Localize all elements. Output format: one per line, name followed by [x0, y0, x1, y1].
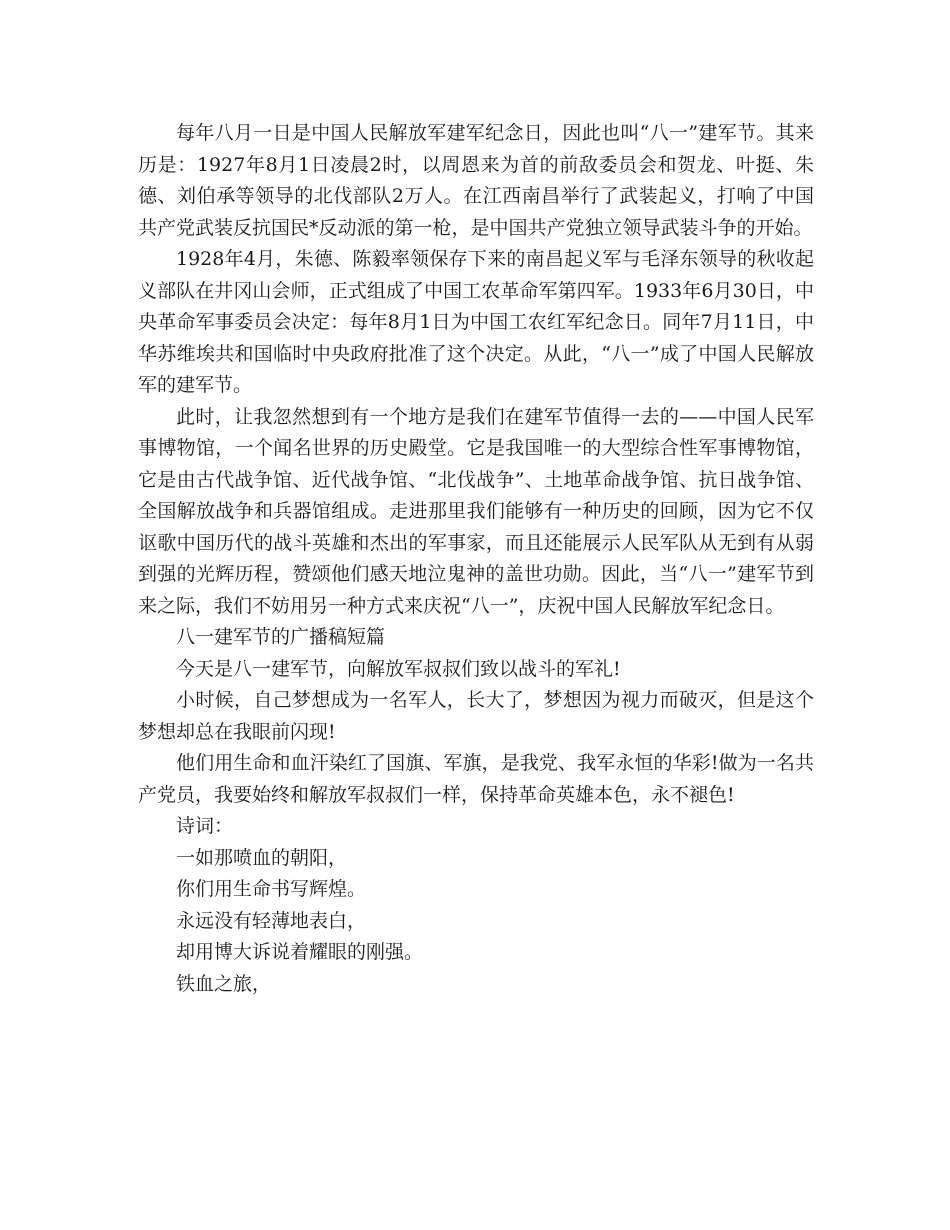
- poem-line: 铁血之旅，: [176, 972, 272, 995]
- poem-line: 一如那喷血的朝阳，: [176, 846, 348, 869]
- document-page: [138, 118, 814, 1000]
- section-subtitle: 八一建军节的广播稿短篇: [176, 626, 386, 648]
- paragraph-salute: 今天是八一建军节，向解放军叔叔们致以战斗的军礼!: [176, 657, 621, 680]
- paragraph-history: 1928年4月，朱德、陈毅率领保存下来的南昌起义军与毛泽东领导的秋收起义部队在井冈山会师，正式组成了中国工农革命军第四军。1933年6月30日，中央革命军事委员会决定：每年8月1日为中国工农红军纪念日。同年7月11日，中华苏维埃共和国临时中央政府批准了这个决定。从此，“八一”成了中国人民解放军的建军节。: [138, 248, 814, 396]
- poem-label: 诗词：: [176, 815, 234, 837]
- poem-line: 永远没有轻薄地表白，: [176, 909, 367, 932]
- paragraph-origin: 每年八月一日是中国人民解放军建军纪念日，因此也叫“八一”建军节。其来历是：1927年8月1日凌晨2时，以周恩来为首的前敌委员会和贺龙、叶挺、朱德、刘伯承等领导的北伐部队2万人。在江西南昌举行了武装起义，打响了中国共产党武装反抗国民*反动派的第一枪，是中国共产党独立领导武装斗争的开始。: [138, 122, 814, 239]
- poem-line: 你们用生命书写辉煌。: [176, 878, 367, 900]
- paragraph-dream: 小时候，自己梦想成为一名军人，长大了，梦想因为视力而破灭，但是这个梦想却总在我眼前闪现!: [138, 689, 814, 743]
- paragraph-museum: 此时，让我忽然想到有一个地方是我们在建军节值得一去的——中国人民军事博物馆，一个闻名世界的历史殿堂。它是我国唯一的大型综合性军事博物馆，它是由古代战争馆、近代战争馆、“北伐战争”、土地革命战争馆、抗日战争馆、全国解放战争和兵器馆组成。走进那里我们能够有一种历史的回顾，因为它不仅讴歌中国历代的战斗英雄和杰出的军事家，而且还能展示人民军队从无到有从弱到强的光辉历程，赞颂他们感天地泣鬼神的盖世功勋。因此，当“八一”建军节到来之际，我们不妨用另一种方式来庆祝“八一”，庆祝中国人民解放军纪念日。: [138, 405, 814, 617]
- poem-line: 却用博大诉说着耀眼的刚强。: [176, 941, 424, 963]
- paragraph-flag: 他们用生命和血汗染红了国旗、军旗，是我党、我军永恒的华彩!做为一名共产党员，我要始终和解放军叔叔们一样，保持革命英雄本色，永不褪色!: [138, 752, 814, 806]
